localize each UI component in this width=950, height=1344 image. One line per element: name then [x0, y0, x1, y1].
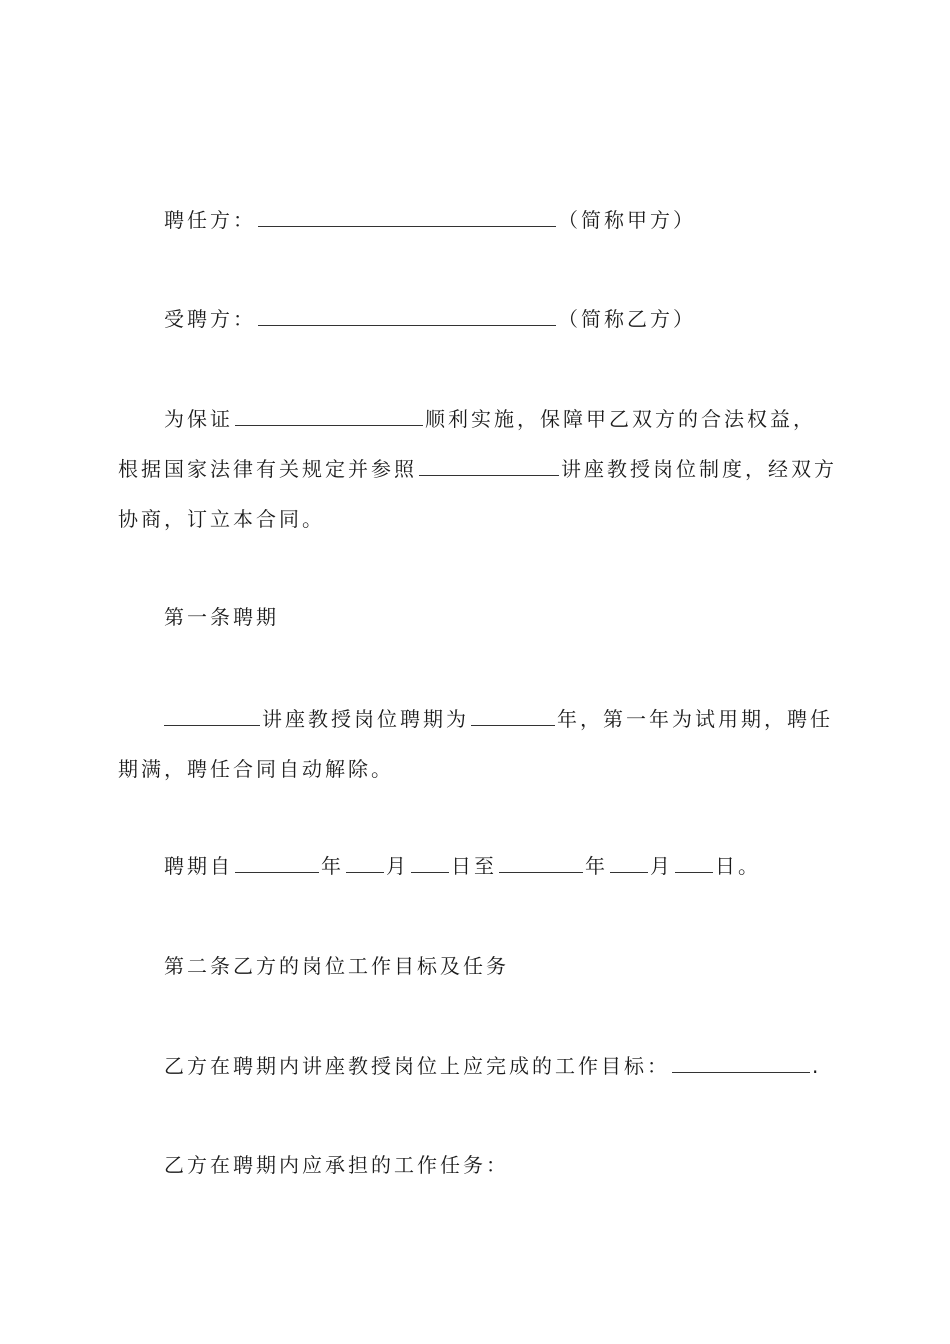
- month-label: 月: [386, 854, 409, 878]
- term-years-blank[interactable]: [471, 707, 555, 726]
- preamble-part1: 为保证: [164, 407, 233, 431]
- start-day-blank[interactable]: [411, 854, 449, 873]
- year-label: 年: [321, 854, 344, 878]
- preamble-part3: 讲座教授岗位制度，经双方协商，订立本合同。: [118, 457, 837, 531]
- end-day-blank[interactable]: [675, 854, 713, 873]
- term-text-b: 年，第一年为试用期，聘任期满，聘任合同自动解除。: [118, 707, 833, 781]
- tasks-line: 乙方在聘期内应承担的工作任务：: [164, 1153, 509, 1177]
- employee-label: 受聘方：: [164, 307, 256, 331]
- employer-note: （简称甲方）: [558, 208, 696, 232]
- article2-title: 第二条乙方的岗位工作目标及任务: [164, 954, 509, 978]
- institution-blank[interactable]: [419, 457, 559, 476]
- goal-text: 乙方在聘期内讲座教授岗位上应完成的工作目标：: [164, 1054, 670, 1078]
- goal-blank[interactable]: [672, 1054, 810, 1073]
- preamble-part2: 顺利实施，保障甲乙双方的合法权益，根据国家法律有关规定并参照: [118, 407, 816, 481]
- project-blank[interactable]: [235, 407, 423, 426]
- day-end-label: 日。: [715, 854, 761, 878]
- employer-blank[interactable]: [258, 208, 556, 227]
- end-year-blank[interactable]: [499, 854, 583, 873]
- month2-label: 月: [650, 854, 673, 878]
- start-month-blank[interactable]: [346, 854, 384, 873]
- employer-line: [164, 208, 696, 232]
- employee-note: （简称乙方）: [558, 307, 696, 331]
- employee-blank[interactable]: [258, 307, 556, 326]
- article1-term-paragraph: [118, 694, 838, 794]
- position-blank[interactable]: [164, 707, 260, 726]
- employee-line: [164, 307, 696, 331]
- day-to-label: 日至: [451, 854, 497, 878]
- goal-line: [164, 1054, 821, 1078]
- employer-label: 聘任方：: [164, 208, 256, 232]
- article1-title: 第一条聘期: [164, 605, 279, 629]
- preamble-paragraph: [118, 394, 838, 544]
- year2-label: 年: [585, 854, 608, 878]
- start-year-blank[interactable]: [235, 854, 319, 873]
- period-line: [164, 854, 761, 878]
- term-text-a: 讲座教授岗位聘期为: [262, 707, 469, 731]
- end-month-blank[interactable]: [610, 854, 648, 873]
- period-start: 聘期自: [164, 854, 233, 878]
- goal-end: .: [812, 1054, 822, 1078]
